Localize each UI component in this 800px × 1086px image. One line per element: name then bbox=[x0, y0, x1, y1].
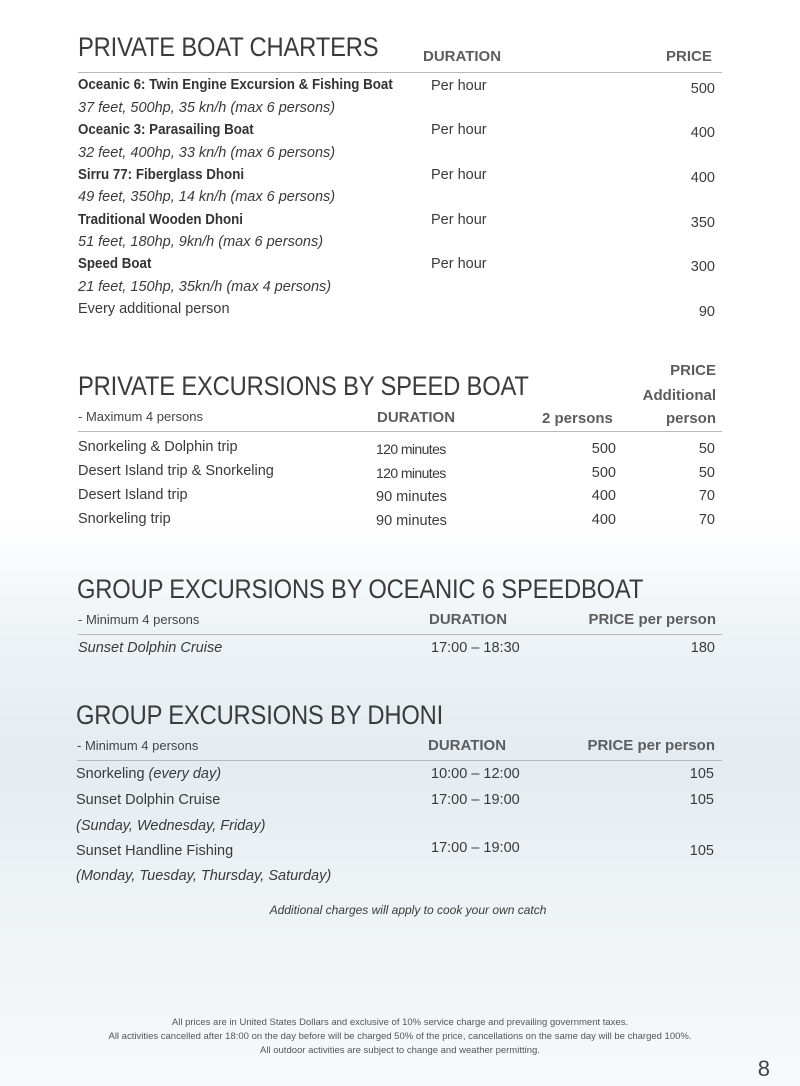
excursion-duration: 90 minutes bbox=[376, 489, 447, 505]
boat-duration: Per hour bbox=[431, 78, 487, 94]
excursion-name: Desert Island trip & Snorkeling bbox=[78, 463, 274, 479]
excursion-price-2-persons: 400 bbox=[591, 488, 616, 504]
page-number: 8 bbox=[757, 1056, 770, 1081]
excursion-note: (every day) bbox=[148, 766, 222, 782]
column-header-price: PRICE bbox=[666, 48, 712, 65]
excursion-name: Snorkeling & Dolphin trip bbox=[78, 439, 238, 455]
footer-line: All outdoor activities are subject to change and weather permitting. bbox=[260, 1045, 540, 1056]
excursion-duration: 17:00 – 19:00 bbox=[431, 792, 520, 808]
boat-duration: Per hour bbox=[431, 256, 487, 272]
boat-price: 300 bbox=[690, 259, 715, 275]
column-header-price: PRICE bbox=[670, 362, 716, 379]
boat-name: Traditional Wooden Dhoni bbox=[78, 212, 244, 228]
excursion-name: Sunset Handline Fishing bbox=[76, 843, 234, 859]
excursion-price-2-persons: 500 bbox=[591, 441, 616, 457]
boat-name: Sirru 77: Fiberglass Dhoni bbox=[78, 167, 245, 183]
section-title-group-oceanic: GROUP EXCURSIONS BY OCEANIC 6 SPEEDBOAT bbox=[77, 574, 644, 604]
column-header-additional: Additional bbox=[642, 387, 716, 404]
excursion-price-2-persons: 400 bbox=[591, 512, 616, 528]
section-divider bbox=[77, 760, 722, 761]
column-header-price-per-person: PRICE per person bbox=[587, 737, 715, 754]
excursion-duration: 120 minutes bbox=[376, 441, 446, 457]
boat-price: 400 bbox=[690, 170, 715, 186]
section-title-private-boat-charters: PRIVATE BOAT CHARTERS bbox=[78, 32, 379, 62]
section-title-group-dhoni: GROUP EXCURSIONS BY DHONI bbox=[76, 700, 444, 730]
excursion-days: (Monday, Tuesday, Thursday, Saturday) bbox=[76, 868, 332, 884]
excursion-name: Snorkeling trip bbox=[78, 511, 171, 527]
excursion-price-additional: 50 bbox=[698, 465, 715, 481]
excursion-days: (Sunday, Wednesday, Friday) bbox=[76, 818, 266, 834]
excursion-price-additional: 50 bbox=[698, 441, 715, 457]
boat-price: 350 bbox=[690, 215, 715, 231]
column-header-price-per-person: PRICE per person bbox=[588, 611, 716, 628]
column-header-duration: DURATION bbox=[423, 48, 502, 65]
boat-spec: 32 feet, 400hp, 33 kn/h (max 6 persons) bbox=[78, 145, 336, 161]
section-divider bbox=[78, 431, 722, 432]
boat-name: Speed Boat bbox=[78, 256, 152, 272]
boat-spec: 51 feet, 180hp, 9kn/h (max 6 persons) bbox=[78, 234, 324, 250]
boat-spec: 21 feet, 150hp, 35kn/h (max 4 persons) bbox=[78, 279, 332, 295]
section-divider bbox=[78, 634, 722, 635]
extra-person-label: Every additional person bbox=[78, 301, 230, 317]
column-header-person: person bbox=[665, 410, 716, 427]
boat-name: Oceanic 6: Twin Engine Excursion & Fishing Boat bbox=[78, 77, 393, 93]
column-header-duration: DURATION bbox=[428, 737, 507, 754]
boat-duration: Per hour bbox=[431, 212, 487, 228]
boat-duration: Per hour bbox=[431, 122, 487, 138]
boat-price: 400 bbox=[690, 125, 715, 141]
excursion-price: 105 bbox=[689, 792, 714, 808]
column-header-duration: DURATION bbox=[377, 409, 456, 426]
excursion-name bbox=[76, 766, 221, 782]
excursion-duration: 120 minutes bbox=[376, 465, 446, 481]
excursion-name: Desert Island trip bbox=[78, 487, 188, 503]
excursion-price: 105 bbox=[689, 766, 714, 782]
excursion-name: Sunset Dolphin Cruise bbox=[76, 792, 221, 808]
boat-spec: 37 feet, 500hp, 35 kn/h (max 6 persons) bbox=[78, 100, 336, 116]
footer-line: All prices are in United States Dollars and exclusive of 10% service charge and prevailing government taxes. bbox=[171, 1017, 629, 1028]
column-header-duration: DURATION bbox=[429, 611, 508, 628]
excursion-price: 105 bbox=[689, 843, 714, 859]
column-header-2-persons: 2 persons bbox=[542, 410, 613, 427]
excursion-duration: 17:00 – 18:30 bbox=[431, 640, 520, 656]
boat-spec: 49 feet, 350hp, 14 kn/h (max 6 persons) bbox=[78, 189, 336, 205]
section-subtitle: - Maximum 4 persons bbox=[78, 409, 203, 424]
section-divider bbox=[78, 72, 722, 73]
boat-duration: Per hour bbox=[431, 167, 487, 183]
excursion-duration: 10:00 – 12:00 bbox=[431, 766, 520, 782]
excursion-duration: 17:00 – 19:00 bbox=[431, 840, 520, 856]
excursion-price-2-persons: 500 bbox=[591, 465, 616, 481]
extra-person-price: 90 bbox=[698, 304, 715, 320]
excursion-price-additional: 70 bbox=[698, 512, 715, 528]
cooking-note: Additional charges will apply to cook your own catch bbox=[269, 903, 547, 917]
boat-name: Oceanic 3: Parasailing Boat bbox=[78, 122, 254, 138]
excursion-name: Sunset Dolphin Cruise bbox=[78, 640, 223, 656]
footer-line: All activities cancelled after 18:00 on the day before will be charged 50% of the price, cancellations on the same day will be charged 100%. bbox=[108, 1031, 692, 1042]
section-subtitle: - Minimum 4 persons bbox=[77, 738, 199, 753]
section-title-private-excursions: PRIVATE EXCURSIONS BY SPEED BOAT bbox=[78, 371, 529, 401]
excursion-price-additional: 70 bbox=[698, 488, 715, 504]
section-subtitle: - Minimum 4 persons bbox=[78, 612, 200, 627]
boat-price: 500 bbox=[690, 81, 715, 97]
excursion-title: Snorkeling bbox=[76, 766, 145, 782]
excursion-price: 180 bbox=[690, 640, 715, 656]
excursion-duration: 90 minutes bbox=[376, 513, 447, 529]
